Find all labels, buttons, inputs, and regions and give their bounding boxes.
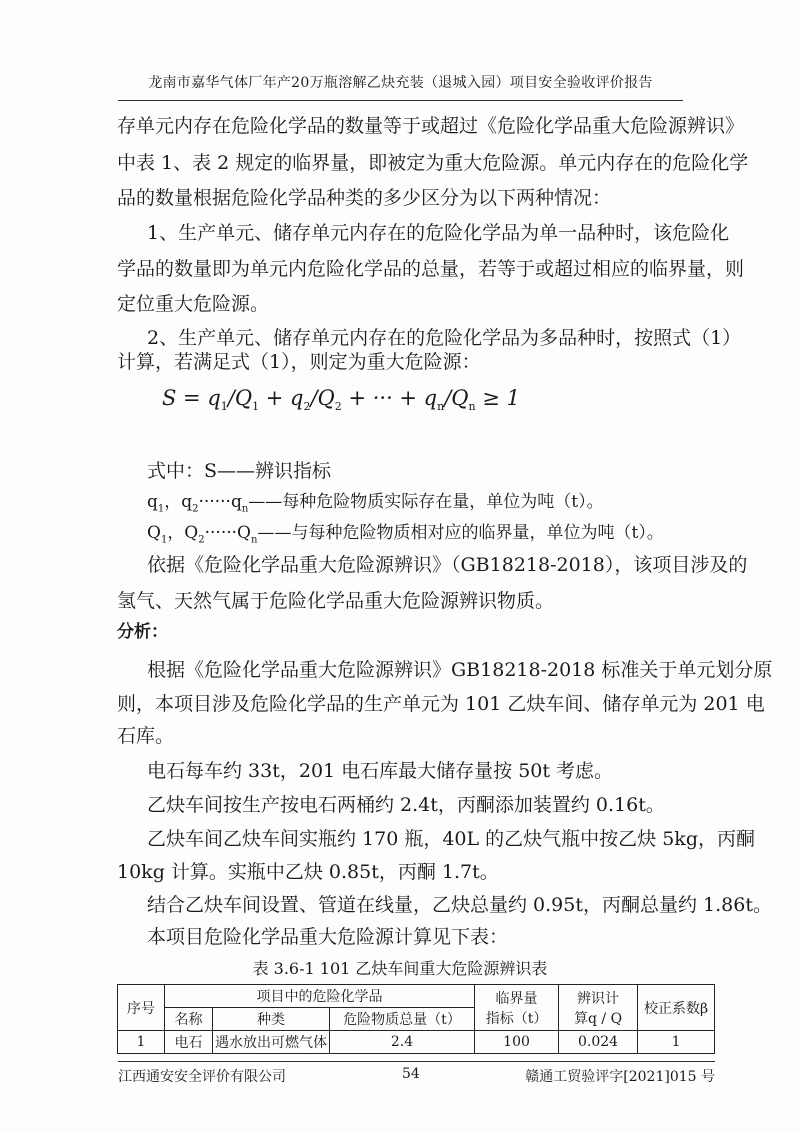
body-line: 2、生产单元、储存单元内存在的危险化学品为多品种时，按照式（1） [147, 327, 742, 349]
body-line: 10kg 计算。实瓶中乙炔 0.85t，丙酮 1.7t。 [117, 861, 499, 883]
body-line: 存单元内存在危险化学品的数量等于或超过《危险化学品重大危险源辨识》 [117, 115, 745, 137]
footer-company: 江西通安安全评价有限公司 [118, 1069, 286, 1085]
body-line: 式中：S——辨识指标 [147, 460, 332, 482]
cell-critical: 100 [475, 1031, 559, 1054]
header-cell-critical: 临界量 指标（t） [475, 985, 559, 1031]
cell-beta: 1 [638, 1031, 715, 1054]
body-line: 结合乙炔车间设置、管道在线量，乙炔总量约 0.95t，丙酮总量约 1.86t。 [147, 894, 772, 916]
header-cell-name: 名称 [165, 1008, 213, 1031]
body-line: 1、生产单元、储存单元内存在的危险化学品为单一品种时，该危险化 [147, 222, 730, 244]
header-rule [118, 100, 683, 101]
analysis-heading: 分析： [117, 622, 168, 642]
body-line: 依据《危险化学品重大危险源辨识》（GB18218-2018），该项目涉及的 [147, 554, 748, 576]
body-line: 定位重大危险源。 [117, 293, 270, 315]
header-cell-beta: 校正系数β [638, 985, 715, 1031]
body-line: 电石每车约 33t，201 电石库最大储存量按 50t 考虑。 [147, 760, 614, 782]
symbol-definition-Q: $Q_1$，$Q_2\cdot\cdot\cdot\cdot\cdot\cdot Q_n——$与每种危险物质相对应的临界量，单位为吨（t）。 [147, 523, 664, 546]
body-line: 本项目危险化学品重大危险源计算见下表： [147, 926, 509, 948]
table-caption: 表 3.6-1 101 乙炔车间重大危险源辨识表 [252, 959, 548, 978]
footer-rule [118, 1061, 715, 1062]
header-cell-total: 危险物质总量（t） [330, 1008, 475, 1031]
cell-ratio: 0.024 [559, 1031, 638, 1054]
body-line: 乙炔车间乙炔车间实瓶约 170 瓶，40L 的乙炔气瓶中按乙炔 5kg，丙酮 [147, 828, 755, 850]
symbol-definition-q: $q_1$，$q_2\cdot\cdot\cdot\cdot\cdot\cdot q_n——$每种危险物质实际存在量，单位为吨（t）。 [147, 492, 604, 515]
header-cell-ratio: 辨识计 算q / Q [559, 985, 638, 1031]
cell-name: 电石 [165, 1031, 213, 1054]
header-cell-no: 序号 [118, 985, 165, 1031]
formula: $S = q_1/Q_1 + q_2/Q_2$ + ··· + $q_n/Q_n \ge 1$ [162, 386, 520, 414]
body-line: 根据《危险化学品重大危险源辨识》GB18218-2018 标准关于单元划分原 [147, 659, 773, 681]
cell-no: 1 [118, 1031, 165, 1054]
footer-doc-number: 赣通工贸验评字[2021]015 号 [525, 1069, 715, 1085]
body-line: 学品的数量即为单元内危险化学品的总量，若等于或超过相应的临界量，则 [117, 258, 745, 280]
hazard-identification-table [117, 984, 715, 1054]
cell-total: 2.4 [330, 1031, 475, 1054]
body-line: 氢气、天然气属于危险化学品重大危险源辨识物质。 [117, 590, 555, 612]
body-line: 乙炔车间按生产按电石两桶约 2.4t，丙酮添加装置约 0.16t。 [147, 794, 665, 816]
table-row [118, 1031, 715, 1054]
body-line: 石库。 [117, 725, 175, 747]
body-line: 则，本项目涉及危险化学品的生产单元为 101 乙炔车间、储存单元为 201 电 [117, 693, 765, 715]
body-line: 中表 1、表 2 规定的临界量，即被定为重大危险源。单元内存在的危险化学 [117, 152, 749, 174]
page-number: 54 [402, 1066, 420, 1082]
header-cell-type: 种类 [213, 1008, 330, 1031]
cell-type: 遇水放出可燃气体 [213, 1031, 330, 1054]
body-line: 品的数量根据危险化学品种类的多少区分为以下两种情况： [117, 187, 612, 209]
header-cell-group: 项目中的危险化学品 [165, 985, 475, 1008]
running-header: 龙南市嘉华气体厂年产20万瓶溶解乙炔充装（退城入园）项目安全验收评价报告 [148, 75, 653, 91]
body-line: 计算，若满足式（1），则定为重大危险源： [117, 351, 481, 373]
